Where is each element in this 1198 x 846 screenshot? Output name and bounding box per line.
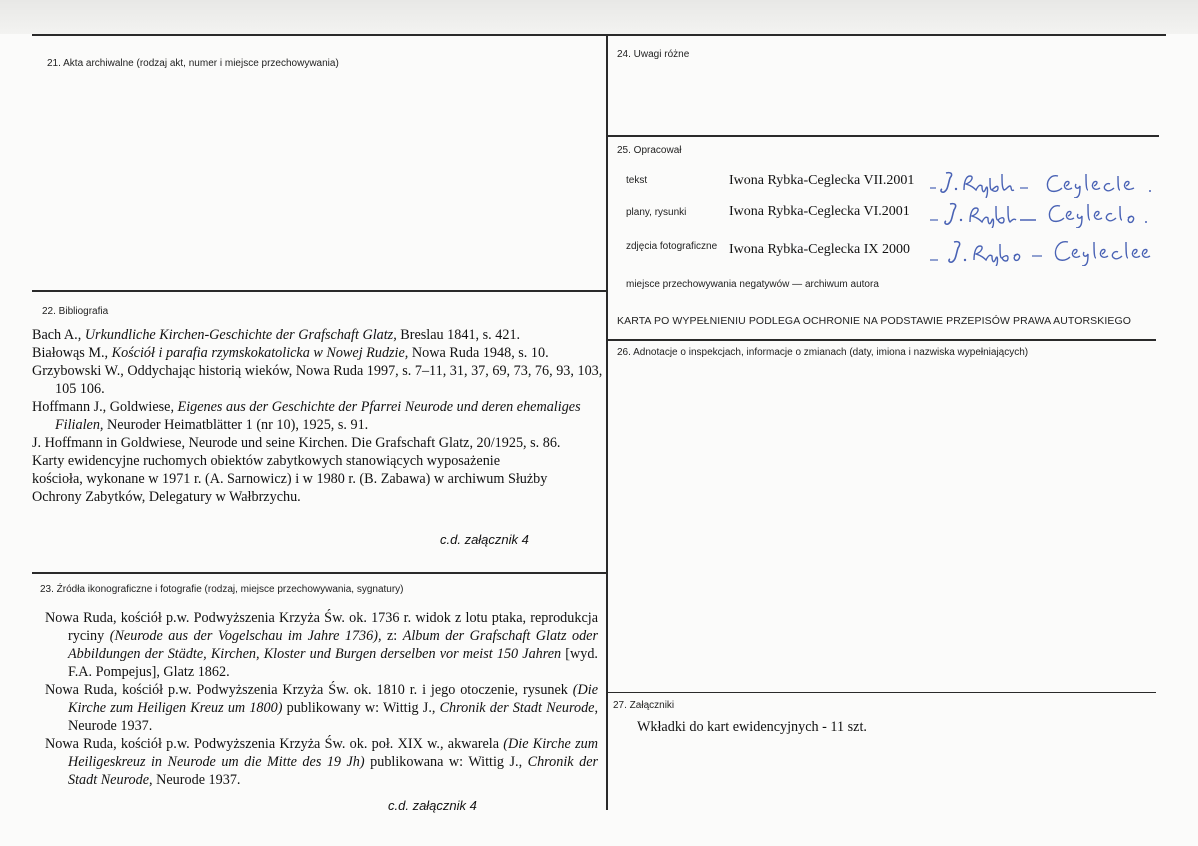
bibliography-continued: c.d. załącznik 4: [440, 532, 529, 547]
section-25-label: 25. Opracował: [617, 145, 682, 156]
rule-22-23: [32, 572, 606, 574]
rule-24-25: [607, 135, 1159, 137]
scan-top-strip: [0, 0, 1198, 34]
negatives-location: miejsce przechowywania negatywów — archiwum autora: [626, 279, 879, 290]
author-row-name: Iwona Rybka-Ceglecka VI.2001: [729, 204, 910, 219]
copyright-notice: KARTA PO WYPEŁNIENIU PODLEGA OCHRONIE NA PODSTAWIE PRZEPISÓW PRAWA AUTORSKIEGO: [617, 315, 1132, 327]
section-21-label: 21. Akta archiwalne (rodzaj akt, numer i miejsce przechowywania): [47, 58, 339, 69]
rule-26-27: [607, 692, 1156, 693]
rule-21-22: [32, 290, 606, 292]
top-rule: [32, 34, 1166, 36]
author-signature-icon: [928, 198, 1158, 228]
author-row-label: tekst: [626, 175, 648, 186]
bibliography-entry: Grzybowski W., Oddychając historią wieków, Nowa Ruda 1997, s. 7–11, 31, 37, 69, 73, 76, 93, 103, 105 106.: [32, 363, 603, 397]
author-row-name: Iwona Rybka-Ceglecka IX 2000: [729, 242, 910, 257]
source-entry: Nowa Ruda, kościół p.w. Podwyższenia Krzyża Św. ok. 1810 r. i jego otoczenie, rysunek (Die Kirche zum Heiligen Kreuz um 1800) publikowany w: Wittig J., Chronik der Stadt Neurode, Neurode 1937.: [45, 682, 599, 734]
bibliography-entry: Białowąs M., Kościół i parafia rzymskokatolicka w Nowej Rudzie, Nowa Ruda 1948, s. 10.: [32, 345, 549, 361]
author-row-label: zdjęcia fotograficzne: [626, 241, 718, 252]
author-row-name: Iwona Rybka-Ceglecka VII.2001: [729, 173, 915, 188]
section-27-label: 27. Załączniki: [613, 700, 675, 711]
bibliography-entry: Karty ewidencyjne ruchomych obiektów zabytkowych stanowiących wyposażenie kościoła, wykonane w 1971 r. (A. Sarnowicz) i w 1980 r. (B. Zabawa) w archiwum Służby Ochrony Zabytków, Delegatury w Wałbrzychu.: [32, 453, 548, 505]
section-24-label: 24. Uwagi różne: [617, 49, 690, 60]
author-signature-icon: [928, 168, 1158, 198]
author-signature-icon: [928, 236, 1158, 266]
sources-list: [45, 609, 598, 789]
bibliography-list: [32, 326, 604, 506]
column-divider: [606, 34, 608, 810]
source-entry: Nowa Ruda, kościół p.w. Podwyższenia Krzyża Św. ok. 1736 r. widok z lotu ptaka, reprodukcja ryciny (Neurode aus der Vogelschau im Jahre 1736), z: Album der Grafschaft Glatz oder Abbildungen der Städte, Kirchen, Kloster und Burgen derselben vor meist 150 Jahren [wyd. F.A. Pompejus], Glatz 1862.: [45, 610, 599, 680]
source-entry: Nowa Ruda, kościół p.w. Podwyższenia Krzyża Św. ok. poł. XIX w., akwarela (Die Kirche zum Heiligeskreuz in Neurode um die Mitte des 19 Jh) publikowana w: Wittig J., Chronik der Stadt Neurode, Neurode 1937.: [45, 736, 599, 788]
attachments-text: Wkładki do kart ewidencyjnych - 11 szt.: [637, 719, 867, 735]
sources-continued: c.d. załącznik 4: [388, 798, 477, 813]
rule-25-26: [607, 339, 1156, 341]
bibliography-entry: Bach A., Urkundliche Kirchen-Geschichte der Grafschaft Glatz, Breslau 1841, s. 421.: [32, 327, 521, 343]
bibliography-entry: Hoffmann J., Goldwiese, Eigenes aus der Geschichte der Pfarrei Neurode und deren ehemaliges Filialen, Neuroder Heimatblätter 1 (nr 10), 1925, s. 91.: [32, 399, 581, 433]
section-23-label: 23. Źródła ikonograficzne i fotografie (rodzaj, miejsce przechowywania, sygnatury): [40, 584, 404, 595]
section-26-label: 26. Adnotacje o inspekcjach, informacje o zmianach (daty, imiona i nazwiska wypełniających): [617, 347, 1029, 358]
bibliography-entry: J. Hoffmann in Goldwiese, Neurode und seine Kirchen. Die Grafschaft Glatz, 20/1925, s. 86.: [32, 435, 561, 451]
author-row-label: plany, rysunki: [626, 207, 687, 218]
section-22-label: 22. Bibliografia: [42, 306, 109, 317]
